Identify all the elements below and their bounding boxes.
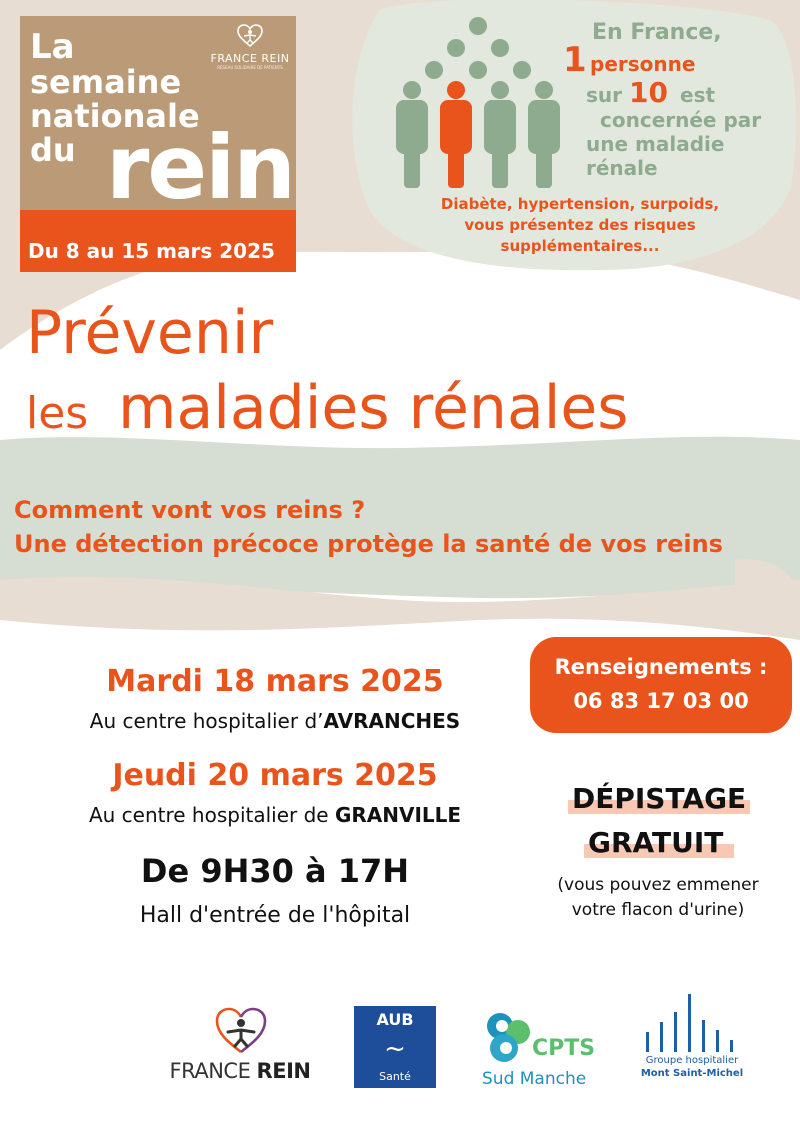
heart-person-icon	[214, 1006, 268, 1056]
title-line-la: La	[30, 27, 75, 67]
aub-title: AUB	[376, 1010, 414, 1029]
headline-maladies-renales: maladies rénales	[118, 373, 629, 443]
title-word-rein: rein	[106, 116, 294, 219]
france-rein-word-rein: REIN	[256, 1059, 311, 1083]
cpts-subtitle: Sud Manche	[482, 1069, 587, 1089]
france-rein-logo-text	[160, 1058, 320, 1084]
title-line-nationale: nationale	[30, 97, 200, 135]
cpts-sud-manche-logo	[480, 1008, 610, 1088]
heart-person-icon	[237, 24, 263, 48]
title-line-du: du	[30, 131, 76, 169]
depistage-note-line-1: (vous pouvez emmener	[557, 875, 759, 895]
france-rein-logo-small	[210, 24, 290, 71]
event-hall: Hall d'entrée de l'hôpital	[139, 903, 411, 928]
event-date-avranches: Mardi 18 mars 2025	[106, 664, 444, 699]
depistage-label: DÉPISTAGE	[572, 782, 747, 815]
aub-subtitle: Santé	[379, 1070, 411, 1083]
stat-line-est: est	[680, 83, 716, 107]
info-phone-number[interactable]: 06 83 17 03 00	[573, 689, 749, 713]
stat-line-en-france: En France,	[592, 20, 722, 45]
bars-icon	[642, 992, 742, 1054]
stat-big-one: 1	[563, 40, 587, 80]
groupe-hospitalier-logo	[632, 992, 772, 1088]
stat-big-ten: 10	[629, 76, 668, 109]
title-line-semaine: semaine	[30, 63, 182, 101]
stat-line-maladie: une maladie	[586, 132, 725, 156]
people-infographic-icon	[390, 14, 570, 194]
subtitle-question: Comment vont vos reins ?	[14, 496, 366, 524]
headline-les: les	[26, 388, 89, 439]
event-place-prefix: Au centre hospitalier de	[88, 803, 335, 827]
info-label: Renseignements :	[554, 655, 768, 679]
risk-line-2: vous présentez des risques	[464, 216, 696, 234]
headline-prevenir: Prévenir	[26, 298, 274, 368]
event-title-box	[20, 16, 296, 272]
aub-wave-icon: ~	[384, 1034, 406, 1064]
france-rein-small-subtitle: RÉSEAU SOLIDAIRE DE PATIENTS	[217, 65, 283, 70]
france-rein-word-france: FRANCE	[169, 1059, 251, 1083]
event-place-avranches	[0, 708, 550, 734]
info-phone-pill	[530, 637, 792, 733]
gratuit-label: GRATUIT	[588, 826, 724, 859]
stat-line-concernee: concernée par	[600, 108, 762, 132]
risk-line-3: supplémentaires...	[500, 237, 660, 255]
stat-line-personne: personne	[590, 52, 696, 76]
stat-line-sur: sur	[586, 83, 623, 107]
depistage-note-line-2: votre flacon d'urine)	[571, 900, 745, 920]
event-place-prefix: Au centre hospitalier d’	[89, 709, 324, 733]
gh-subtitle: Mont Saint-Michel	[640, 1068, 744, 1079]
france-rein-logo	[160, 1006, 320, 1086]
cpts-title: CPTS	[532, 1036, 596, 1061]
title-dates: Du 8 au 15 mars 2025	[28, 239, 275, 263]
cpts-circles-icon	[482, 1010, 536, 1066]
france-rein-small-text: FRANCE REIN	[210, 52, 290, 65]
event-place-city: AVRANCHES	[323, 709, 461, 733]
gh-title: Groupe hospitalier	[645, 1055, 739, 1066]
event-date-granville: Jeudi 20 mars 2025	[112, 758, 438, 793]
aub-sante-logo	[354, 1006, 436, 1088]
event-place-granville	[0, 802, 550, 828]
event-hours: De 9H30 à 17H	[140, 852, 410, 890]
risk-line-1: Diabète, hypertension, surpoids,	[440, 195, 720, 213]
event-place-city: GRANVILLE	[334, 803, 462, 827]
subtitle-detection: Une détection précoce protège la santé de vos reins	[14, 530, 723, 558]
stat-line-renale: rénale	[586, 156, 658, 180]
